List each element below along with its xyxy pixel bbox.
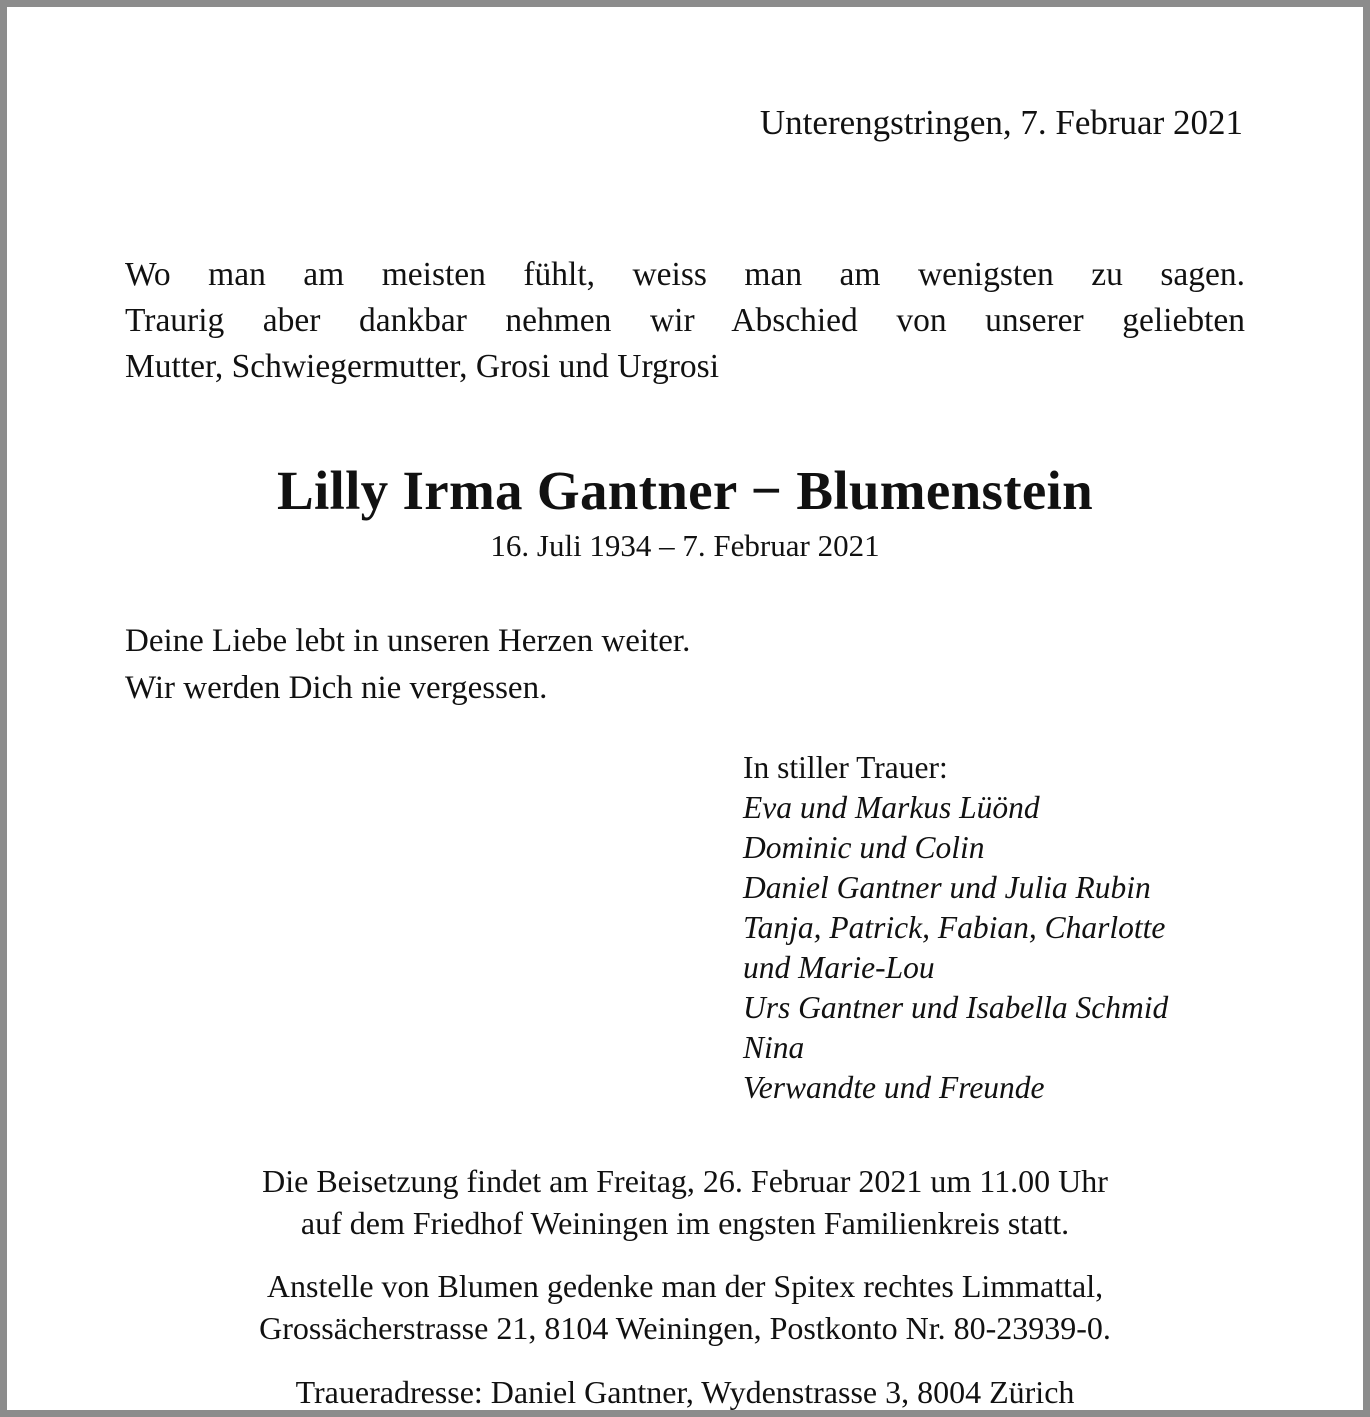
intro-line-1: Wo man am meisten fühlt, weiss man am wenigsten zu sagen. (125, 256, 1245, 293)
mourner-name: Dominic und Colin (743, 830, 985, 866)
mourner-name: Daniel Gantner und Julia Rubin (743, 870, 1151, 906)
intro-line-3: Mutter, Schwiegermutter, Grosi und Urgrosi (125, 348, 720, 386)
funeral-line-1: Die Beisetzung findet am Freitag, 26. Februar 2021 um 11.00 Uhr (262, 1163, 1108, 1200)
intro-text (125, 252, 1245, 391)
farewell-line-2: Wir werden Dich nie vergessen. (125, 670, 548, 707)
mourner-name: Tanja, Patrick, Fabian, Charlotte (743, 910, 1166, 946)
service-details (125, 1160, 1245, 1413)
mourning-address: Traueradresse: Daniel Gantner, Wydenstrasse 3, 8004 Zürich (295, 1374, 1075, 1410)
donation-line-2: Grossächerstrasse 21, 8104 Weiningen, Postkonto Nr. 80-23939-0. (259, 1309, 1111, 1346)
mourner-name: Eva und Markus Lüönd (743, 790, 1040, 826)
deceased-lifespan: 16. Juli 1934 – 7. Februar 2021 (490, 528, 880, 564)
funeral-info (125, 1160, 1245, 1244)
mourner-name: und Marie-Lou (743, 950, 935, 986)
donation-line-1: Anstelle von Blumen gedenke man der Spitex rechtes Limmattal, (266, 1267, 1104, 1304)
farewell-text (125, 618, 1245, 712)
mourner-name: Nina (743, 1030, 805, 1066)
mourners-block (743, 748, 1245, 1108)
mourners-heading: In stiller Trauer: (743, 750, 948, 786)
funeral-line-2: auf dem Friedhof Weiningen im engsten Familienkreis statt. (300, 1205, 1070, 1242)
mourner-name: Urs Gantner und Isabella Schmid (743, 990, 1169, 1026)
intro-line-2: Traurig aber dankbar nehmen wir Abschied von unserer geliebten (125, 302, 1245, 340)
donation-info (125, 1265, 1245, 1349)
farewell-line-1: Deine Liebe lebt in unseren Herzen weiter. (125, 623, 691, 660)
deceased-name-block (125, 461, 1245, 565)
deceased-name: Lilly Irma Gantner − Blumenstein (276, 459, 1094, 521)
place-and-date: Unterengstringen, 7. Februar 2021 (759, 103, 1243, 142)
mourner-name: Verwandte und Freunde (743, 1070, 1045, 1106)
